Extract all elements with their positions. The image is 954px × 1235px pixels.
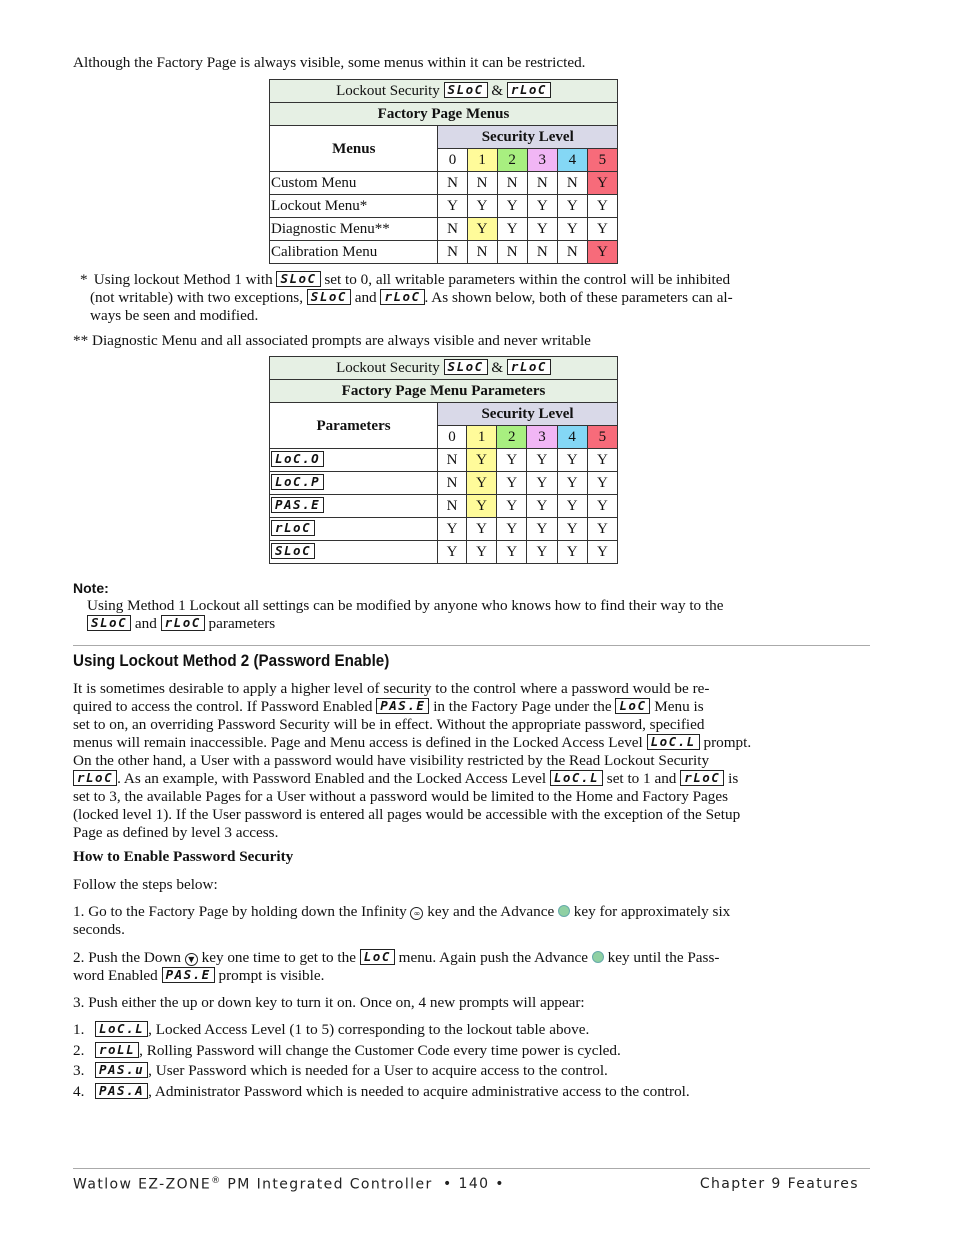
security-level-header: Security Level xyxy=(438,403,618,426)
level-3: 3 xyxy=(527,149,557,172)
list-item: 1. LoC.L , Locked Access Level (1 to 5) corresponding to the lockout table above. xyxy=(73,1021,590,1038)
step-1: 1. Go to the Factory Page by holding down the Infinity ∞ key and the Advance key for approximately six seconds. xyxy=(73,903,731,938)
rloc-code: rLoC xyxy=(507,82,551,98)
pase-code: PAS.E xyxy=(376,698,429,714)
factory-menus-table xyxy=(269,79,618,264)
follow-text: Follow the steps below: xyxy=(73,876,218,893)
rloc-code: rLoC xyxy=(380,289,424,305)
sloc-code: SLoC xyxy=(307,289,351,305)
security-level-header: Security Level xyxy=(438,126,618,149)
table-row: SLoC Y Y Y Y Y Y xyxy=(270,541,618,564)
table-row: LoC.P N Y Y Y Y Y xyxy=(270,472,618,495)
locp-code: LoC.P xyxy=(271,474,324,490)
sloc-code: SLoC xyxy=(276,271,320,287)
note-label: Note: xyxy=(73,580,109,596)
table-row: Diagnostic Menu** N Y Y Y Y Y xyxy=(270,218,618,241)
table-section-title: Factory Page Menu Parameters xyxy=(270,380,618,403)
loc-code: LoC xyxy=(360,949,395,965)
footnote-lockout: * Using lockout Method 1 with SLoC set to 0, all writable parameters within the control will be inhibited (not writable) with two exceptions, SLoC and rLoC . As shown below, both of these parameters can al- ways be seen and modified. xyxy=(80,271,733,324)
rloc-code: rLoC xyxy=(507,359,551,375)
loc-code: LoC xyxy=(615,698,650,714)
down-arrow-icon: ▼ xyxy=(185,953,198,966)
loc0-code: LoC.O xyxy=(271,451,324,467)
level-1: 1 xyxy=(467,426,497,449)
level-2: 2 xyxy=(497,426,527,449)
infinity-icon: ∞ xyxy=(410,907,423,920)
advance-icon xyxy=(558,905,570,917)
sloc-code: SLoC xyxy=(444,359,488,375)
level-2: 2 xyxy=(497,149,527,172)
level-1: 1 xyxy=(467,149,497,172)
howto-heading: How to Enable Password Security xyxy=(73,848,294,865)
table-title: Lockout Security SLoC & rLoC xyxy=(270,80,618,103)
level-4: 4 xyxy=(557,426,587,449)
step-3: 3. Push either the up or down key to turn it on. Once on, 4 new prompts will appear: xyxy=(73,994,585,1011)
footer-chapter: Chapter 9 Features xyxy=(699,1176,859,1192)
rloc-code: rLoC xyxy=(161,615,205,631)
list-item: 3. PAS.u , User Password which is needed for a User to acquire access to the control. xyxy=(73,1062,608,1079)
level-0: 0 xyxy=(438,149,467,172)
table-title: Lockout Security SLoC & rLoC xyxy=(270,357,618,380)
rloc-code: rLoC xyxy=(271,520,315,536)
footer-product: Watlow EZ-ZONE® PM Integrated Controller xyxy=(73,1176,433,1193)
col-header: Parameters xyxy=(270,403,438,449)
table-row: Custom Menu N N N N N Y xyxy=(270,172,618,195)
table-row: Calibration Menu N N N N N Y xyxy=(270,241,618,264)
page-number: • 140 • xyxy=(443,1176,505,1192)
col-header: Menus xyxy=(270,126,438,172)
section-heading: Using Lockout Method 2 (Password Enable) xyxy=(73,652,390,670)
table-section-title: Factory Page Menus xyxy=(270,103,618,126)
footer-divider xyxy=(73,1168,870,1169)
pasu-code: PAS.u xyxy=(95,1062,148,1078)
step-2: 2. Push the Down ▼ key one time to get to the LoC menu. Again push the Advance key until the Pass- word Enabled PAS.E prompt is visible. xyxy=(73,949,720,984)
roll-code: roLL xyxy=(95,1042,139,1058)
table-row: LoC.O N Y Y Y Y Y xyxy=(270,449,618,472)
table-row: PAS.E N Y Y Y Y Y xyxy=(270,495,618,518)
rloc-code: rLoC xyxy=(73,770,117,786)
level-5: 5 xyxy=(587,149,617,172)
pase-code: PAS.E xyxy=(271,497,324,513)
table-row: rLoC Y Y Y Y Y Y xyxy=(270,518,618,541)
sloc-code: SLoC xyxy=(271,543,315,559)
level-5: 5 xyxy=(587,426,617,449)
note-text: Using Method 1 Lockout all settings can be modified by anyone who knows how to find their way to the SLoC and rLoC parameters xyxy=(87,597,724,632)
sloc-code: SLoC xyxy=(87,615,131,631)
intro-text: Although the Factory Page is always visible, some menus within it can be restricted. xyxy=(73,54,586,71)
advance-icon xyxy=(592,951,604,963)
locl-code: LoC.L xyxy=(550,770,603,786)
locl-code: LoC.L xyxy=(95,1021,148,1037)
list-item: 2. roLL , Rolling Password will change the Customer Code every time power is cycled. xyxy=(73,1041,621,1059)
prompt-list xyxy=(73,1021,873,1103)
pase-code: PAS.E xyxy=(162,967,215,983)
factory-parameters-table xyxy=(269,356,618,564)
sloc-code: SLoC xyxy=(444,82,488,98)
rloc-code: rLoC xyxy=(680,770,724,786)
locl-code: LoC.L xyxy=(647,734,700,750)
level-0: 0 xyxy=(438,426,467,449)
pasa-code: PAS.A xyxy=(95,1083,148,1099)
method2-body: It is sometimes desirable to apply a higher level of security to the control where a password would be re- quired to access the control. If Password Enabled PAS.E in the Factory Page under the LoC Menu is set to on, an overriding Password Security will be in effect. Without the appropriate password, specified menus will remain inaccessible. Page and Menu access is defined in the Locked Access Level LoC.L prompt. On the other hand, a User with a password would have visibility restricted by the Read Lockout Security rLoC . As an example, with Password Enabled and the Locked Access Level LoC.L set to 1 and rLoC is set to 3, the available Pages for a User without a password would be limited to the Home and Factory Pages (locked level 1). If the User password is entered all pages would be accessible with the exception of the Setup Page as defined by level 3 access. xyxy=(73,680,752,841)
level-4: 4 xyxy=(557,149,587,172)
footnote-diagnostic: ** Diagnostic Menu and all associated prompts are always visible and never writable xyxy=(73,332,591,349)
table-row: Lockout Menu* Y Y Y Y Y Y xyxy=(270,195,618,218)
section-divider xyxy=(73,645,870,646)
list-item: 4. PAS.A , Administrator Password which is needed to acquire administrative access to the control. xyxy=(73,1082,690,1100)
level-3: 3 xyxy=(527,426,557,449)
